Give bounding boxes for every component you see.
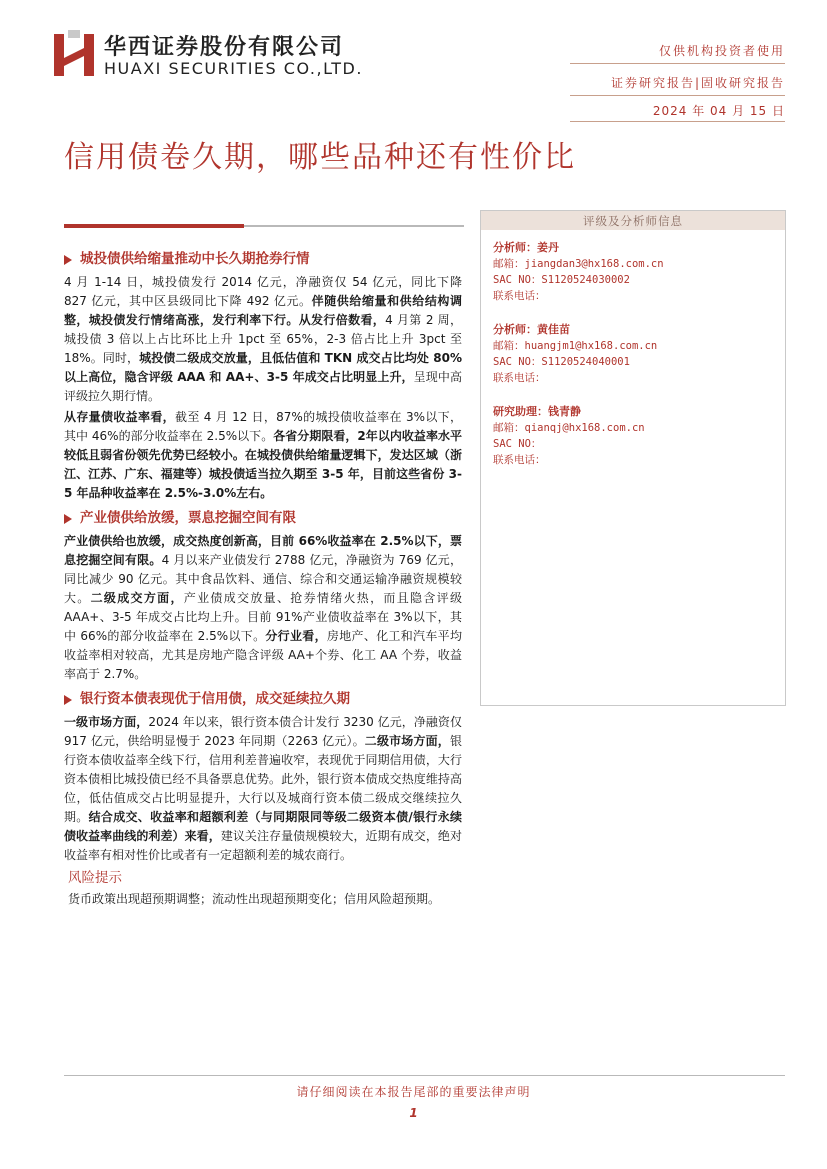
section-title-text: 城投债供给缩量推动中长久期抢券行情 <box>80 251 310 267</box>
company-name-cn: 华西证券股份有限公司 <box>104 35 345 60</box>
bold-text: 二级成交方面， <box>90 591 184 605</box>
analyst-sac: SAC NO：S1120524030002 <box>493 274 630 286</box>
bold-text: 产业债供给也放缓，成交热度创新高，目前 66%收益率在 2.5%以下，票息挖掘空间有限。 <box>64 534 462 567</box>
analyst-info-panel <box>480 210 786 706</box>
section-title <box>64 690 462 709</box>
section-title-text: 银行资本债表现优于信用债，成交延续拉久期 <box>80 691 350 707</box>
audience-note: 仅供机构投资者使用 <box>658 44 785 58</box>
header-divider <box>570 95 785 96</box>
header-divider <box>570 63 785 64</box>
body-text: 建议关注存量债规模较大，近期有成交，绝对收益率有相对性价比或者有一定超额利差的城农商行。 <box>64 829 462 862</box>
analyst-sac: SAC NO：S1120524040001 <box>493 356 630 368</box>
page-number: 1 <box>409 1106 418 1120</box>
body-text: 银行资本债收益率全线下行，信用利差普遍收窄，表现优于同期信用债，大行资本债相比城投债已经不具备票息优势。此外，银行资本债成交热度维持高位，低估值成交占比明显提升，大行以及城商行资本债二级成交继续拉久期。 <box>64 734 462 824</box>
report-title: 信用债卷久期，哪些品种还有性价比 <box>64 140 576 175</box>
header-divider <box>570 121 785 122</box>
bold-text: 城投债二级成交放量，且低估值和 TKN 成交占比均处 80%以上高位，隐含评级 AAA 和 AA+、3-5 年成交占比明显上升， <box>64 351 462 384</box>
body-text: 呈现中高评级拉久期行情。 <box>64 370 462 403</box>
analyst-sac: SAC NO： <box>493 438 542 450</box>
triangle-bullet-icon <box>64 255 72 265</box>
analyst-email: 邮箱：qianqj@hx168.com.cn <box>493 422 645 434</box>
risk-text: 货币政策出现超预期调整；流动性出现超预期变化；信用风险超预期。 <box>68 892 441 906</box>
analyst-panel-heading: 评级及分析师信息 <box>481 210 785 230</box>
bold-text: 从存量债收益率看， <box>64 410 175 424</box>
huaxi-logo-icon <box>54 30 94 76</box>
triangle-bullet-icon <box>64 695 72 705</box>
analyst-card <box>481 240 785 304</box>
footer-divider <box>64 1075 785 1076</box>
section-title <box>64 250 462 269</box>
company-name-en: HUAXI SECURITIES CO.,LTD. <box>104 59 363 78</box>
body-text: 4 月第 2 周，城投债 3 倍以上占比环比上升 1pct 至 65%，2-3 倍占比上升 3pct 至 18%。同时， <box>64 313 462 365</box>
analyst-card <box>481 322 785 386</box>
bold-text: 伴随供给缩量和供给结构调整，城投债发行情绪高涨，发行利率下行。从发行倍数看， <box>64 294 462 327</box>
analyst-name: 研究助理：钱青静 <box>493 405 581 418</box>
bold-text: 结合成交、收益率和超额利差（与同期限同等级二级资本债/银行永续债收益率曲线的利差）来看， <box>64 810 462 843</box>
analyst-phone: 联系电话： <box>493 454 546 466</box>
paragraph <box>64 273 462 406</box>
report-type: 证券研究报告|固收研究报告 <box>610 76 785 90</box>
body-text: 4 月 1-14 日，城投债发行 2014 亿元，净融资仅 54 亿元，同比下降 827 亿元，其中区县级同比下降 492 亿元。 <box>64 275 462 308</box>
section-title <box>64 509 462 528</box>
paragraph <box>64 713 462 865</box>
analyst-list <box>481 240 785 468</box>
legal-notice: 请仔细阅读在本报告尾部的重要法律声明 <box>296 1085 531 1099</box>
body-text: 截至 4 月 12 日，87%的城投债收益率在 3%以下，其中 46%的部分收益率在 2.5%以下。 <box>64 410 462 443</box>
body-text: 2024 年以来，银行资本债合计发行 3230 亿元，净融资仅 917 亿元，供给明显慢于 2023 年同期（2263 亿元）。 <box>64 715 462 748</box>
report-date: 2024 年 04 月 15 日 <box>652 104 785 118</box>
section-title-text: 产业债供给放缓，票息挖掘空间有限 <box>80 510 296 526</box>
analyst-card <box>481 404 785 468</box>
risk-title: 风险提示 <box>68 870 122 886</box>
paragraph <box>64 408 462 503</box>
title-divider <box>244 225 464 227</box>
analyst-name: 分析师：姜丹 <box>493 241 559 254</box>
main-content <box>64 244 462 909</box>
bold-text: 一级市场方面， <box>64 715 149 729</box>
analyst-phone: 联系电话： <box>493 290 546 302</box>
analyst-email: 邮箱：huangjm1@hx168.com.cn <box>493 340 658 352</box>
paragraph <box>64 532 462 684</box>
body-text: 4 月以来产业债发行 2788 亿元，净融资为 769 亿元，同比减少 90 亿元。其中食品饮料、通信、综合和交通运输净融资规模较大。 <box>64 553 462 605</box>
title-accent-bar <box>64 224 244 228</box>
body-text: 房地产、化工和汽车平均收益率相对较高，尤其是房地产隐含评级 AA+个券、化工 AA 个券，收益率高于 2.7%。 <box>64 629 462 681</box>
analyst-phone: 联系电话： <box>493 372 546 384</box>
triangle-bullet-icon <box>64 514 72 524</box>
bold-text: 各省分期限看，2年以内收益率水平较低且弱省份领先优势已经较小。在城投债供给缩量逻辑下，发达区域（浙江、江苏、广东、福建等）城投债适当拉久期至 3-5 年，目前这些省份 3-5 年品种收益率在 2.5%-3.0%左右。 <box>64 429 462 500</box>
analyst-name: 分析师：黄佳苗 <box>493 323 570 336</box>
analyst-email: 邮箱：jiangdan3@hx168.com.cn <box>493 258 664 270</box>
bold-text: 二级市场方面， <box>364 734 450 748</box>
bold-text: 分行业看， <box>265 629 327 643</box>
body-text: 产业债成交放量、抢券情绪火热，而且隐含评级 AAA+、3-5 年成交占比均上升。目前 91%产业债收益率在 3%以下，其中 66%的部分收益率在 2.5%以下。 <box>64 591 462 643</box>
